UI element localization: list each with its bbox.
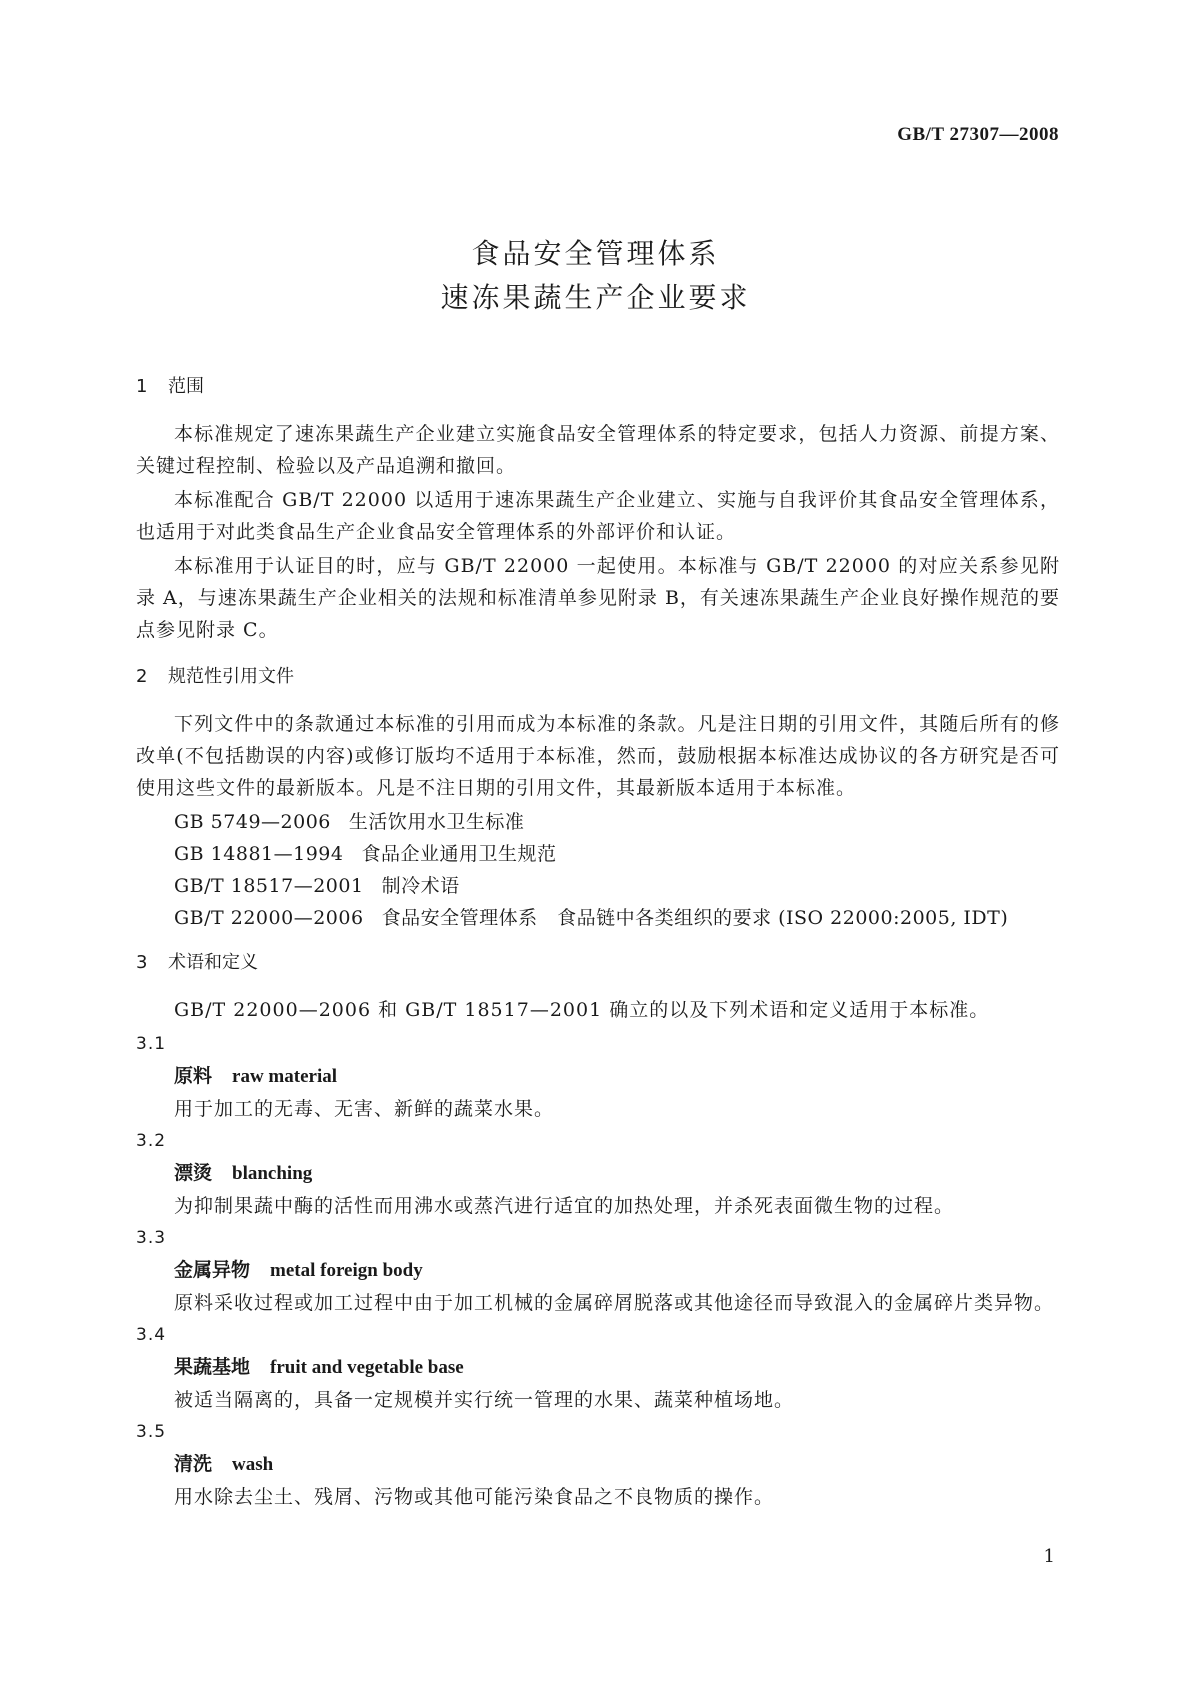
document-body bbox=[136, 372, 1060, 1513]
section-title: 范围 bbox=[168, 376, 204, 397]
section-title: 术语和定义 bbox=[168, 952, 258, 973]
reference-item bbox=[136, 870, 1060, 902]
section-number: 1 bbox=[136, 376, 148, 397]
term-zh: 漂烫 bbox=[174, 1162, 213, 1184]
term-title bbox=[136, 1448, 1060, 1481]
reference-code: GB/T 18517—2001 bbox=[174, 875, 364, 897]
reference-code: GB 14881—1994 bbox=[174, 843, 344, 865]
term-definition: 为抑制果蔬中酶的活性而用沸水或蒸汽进行适宜的加热处理，并杀死表面微生物的过程。 bbox=[174, 1195, 955, 1217]
term-number: 3.2 bbox=[136, 1131, 167, 1151]
term-en: wash bbox=[232, 1454, 274, 1475]
term-zh: 果蔬基地 bbox=[174, 1356, 251, 1378]
term-en: blanching bbox=[232, 1163, 313, 1184]
term-en: raw material bbox=[232, 1066, 337, 1087]
term-title bbox=[136, 1060, 1060, 1093]
reference-code: GB/T 22000—2006 bbox=[174, 907, 364, 929]
term-zh: 原料 bbox=[174, 1065, 213, 1087]
term-definition: 原料采收过程或加工过程中由于加工机械的金属碎屑脱落或其他途径而导致混入的金属碎片类异物。 bbox=[174, 1292, 1055, 1314]
document-title-line2: 速冻果蔬生产企业要求 bbox=[440, 281, 751, 314]
term-number: 3.1 bbox=[136, 1034, 167, 1054]
section-number: 3 bbox=[136, 952, 148, 973]
term-title bbox=[136, 1157, 1060, 1190]
term-zh: 清洗 bbox=[174, 1453, 213, 1475]
reference-title: 食品企业通用卫生规范 bbox=[361, 843, 557, 865]
section-3-heading bbox=[136, 948, 1060, 978]
section-1-heading bbox=[136, 372, 1060, 402]
scope-paragraph: 本标准配合 GB/T 22000 以适用于速冻果蔬生产企业建立、实施与自我评价其食品安全管理体系，也适用于对此类食品生产企业食品安全管理体系的外部评价和认证。 bbox=[136, 489, 1060, 543]
normative-references-paragraph: 下列文件中的条款通过本标准的引用而成为本标准的条款。凡是注日期的引用文件，其随后所有的修改单(不包括勘误的内容)或修订版均不适用于本标准，然而，鼓励根据本标准达成协议的各方研究是否可使用这些文件的最新版本。凡是不注日期的引用文件，其最新版本适用于本标准。 bbox=[136, 713, 1060, 799]
section-2-heading bbox=[136, 662, 1060, 692]
page-number: 1 bbox=[1043, 1546, 1055, 1567]
term-definition: 用水除去尘土、残屑、污物或其他可能污染食品之不良物质的操作。 bbox=[174, 1486, 775, 1508]
term-number: 3.3 bbox=[136, 1228, 167, 1248]
term-en: metal foreign body bbox=[270, 1260, 423, 1281]
reference-code: GB 5749—2006 bbox=[174, 811, 331, 833]
term-definition: 被适当隔离的，具备一定规模并实行统一管理的水果、蔬菜种植场地。 bbox=[174, 1389, 795, 1411]
term-title bbox=[136, 1351, 1060, 1384]
reference-item bbox=[136, 806, 1060, 838]
scope-paragraph: 本标准用于认证目的时，应与 GB/T 22000 一起使用。本标准与 GB/T 22000 的对应关系参见附录 A，与速冻果蔬生产企业相关的法规和标准清单参见附录 B，有关速冻果蔬生产企业良好操作规范的要点参见附录 C。 bbox=[136, 555, 1060, 641]
term-zh: 金属异物 bbox=[174, 1259, 251, 1281]
document-title-line1: 食品安全管理体系 bbox=[471, 237, 720, 270]
term-en: fruit and vegetable base bbox=[270, 1357, 464, 1378]
standard-code: GB/T 27307—2008 bbox=[897, 124, 1059, 145]
section-title: 规范性引用文件 bbox=[168, 666, 294, 687]
section-number: 2 bbox=[136, 666, 148, 687]
terms-intro-paragraph: GB/T 22000—2006 和 GB/T 18517—2001 确立的以及下列术语和定义适用于本标准。 bbox=[174, 999, 990, 1021]
reference-title: 制冷术语 bbox=[381, 875, 460, 897]
reference-title: 食品安全管理体系 食品链中各类组织的要求 (ISO 22000:2005, IDT) bbox=[381, 907, 1009, 929]
reference-item bbox=[136, 902, 1060, 934]
term-number: 3.5 bbox=[136, 1422, 167, 1442]
term-title bbox=[136, 1254, 1060, 1287]
reference-title: 生活饮用水卫生标准 bbox=[348, 811, 525, 833]
reference-item bbox=[136, 838, 1060, 870]
term-number: 3.4 bbox=[136, 1325, 167, 1345]
term-definition: 用于加工的无毒、无害、新鲜的蔬菜水果。 bbox=[174, 1098, 555, 1120]
scope-paragraph: 本标准规定了速冻果蔬生产企业建立实施食品安全管理体系的特定要求，包括人力资源、前提方案、关键过程控制、检验以及产品追溯和撤回。 bbox=[136, 423, 1060, 477]
